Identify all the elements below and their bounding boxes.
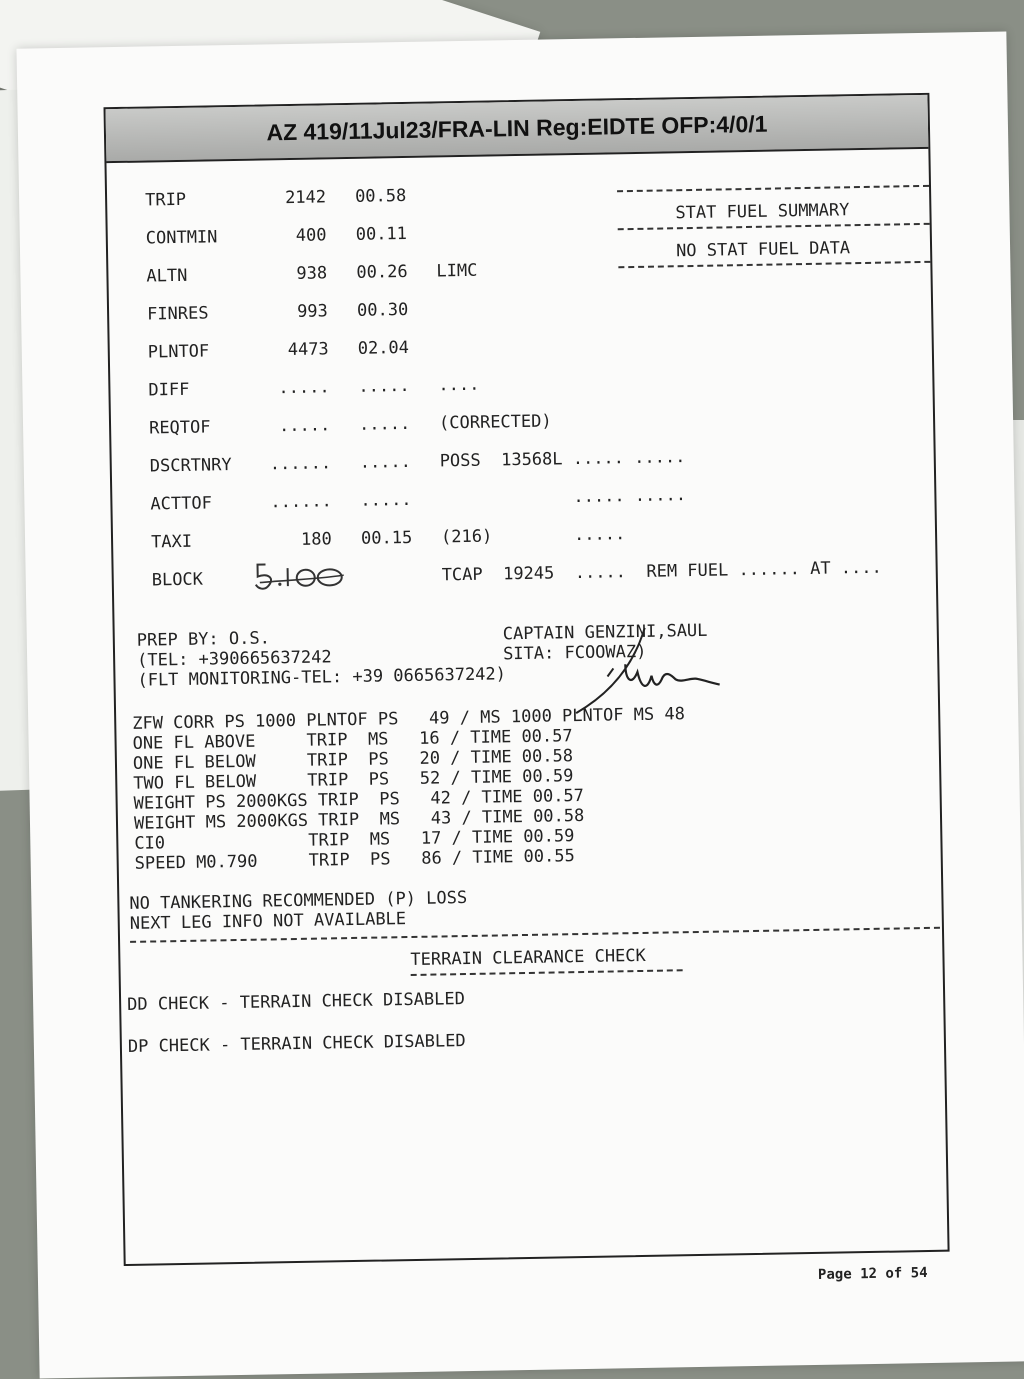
fuel-time: ..... (358, 375, 410, 397)
handwritten-block-fuel (253, 555, 374, 597)
terrain-title: TERRAIN CLEARANCE CHECK (410, 945, 646, 971)
fuel-time: ..... (359, 451, 412, 473)
flight-header-title: AZ 419/11Jul23/FRA-LIN Reg:EIDTE OFP:4/0/1 (266, 110, 768, 145)
fuel-amount: 180 (300, 529, 332, 550)
fuel-time: ..... (358, 413, 411, 435)
fuel-time: 00.26 (356, 261, 408, 283)
fuel-amount: ...... (269, 453, 332, 475)
tankering-line: NEXT LEG INFO NOT AVAILABLE (129, 909, 407, 934)
flight-header (106, 95, 929, 163)
monitoring-tel: (FLT MONITORING-TEL: +39 0665637242) (137, 664, 507, 691)
stat-fuel-title: STAT FUEL SUMMARY (675, 200, 850, 224)
fuel-label: ALTN (146, 265, 188, 287)
fuel-amount: ..... (278, 377, 330, 399)
correction-line: ONE FL BELOW TRIP PS 20 / TIME 00.58 (132, 746, 574, 774)
page-frame (104, 93, 950, 1266)
divider (618, 261, 930, 268)
fuel-label: FINRES (146, 303, 209, 325)
flight-plan-page (16, 31, 1024, 1378)
fuel-amount: 993 (296, 301, 328, 322)
tankering-line: NO TANKERING RECOMMENDED (P) LOSS (129, 888, 468, 914)
fuel-label: ACTTOF (150, 493, 213, 515)
stat-fuel-text: NO STAT FUEL DATA (675, 238, 851, 262)
dd-check: DD CHECK - TERRAIN CHECK DISABLED (127, 989, 466, 1015)
fuel-extra: ..... ..... (440, 485, 687, 510)
correction-line: TWO FL BELOW TRIP PS 52 / TIME 00.59 (133, 766, 574, 794)
correction-line: ONE FL ABOVE TRIP MS 16 / TIME 00.57 (132, 726, 573, 754)
dp-check: DP CHECK - TERRAIN CHECK DISABLED (127, 1031, 466, 1057)
fuel-time: 00.15 (360, 527, 413, 549)
prep-tel: (TEL: +390665637242 (136, 647, 332, 671)
fuel-extra: (216) ..... (440, 524, 626, 548)
fuel-label: TRIP (144, 189, 187, 211)
fuel-amount: 938 (296, 263, 328, 284)
fuel-time: ..... (360, 489, 412, 511)
sita-code: SITA: FCOOWAZ) (502, 641, 647, 665)
captain-name: CAPTAIN GENZINI,SAUL (502, 620, 708, 645)
fuel-label: DSCRTNRY (149, 455, 232, 477)
divider (411, 969, 683, 976)
divider (617, 185, 929, 192)
divider (618, 223, 930, 230)
fuel-amount: 2142 (284, 187, 327, 209)
fuel-label: DIFF (148, 379, 190, 401)
fuel-label: REQTOF (148, 417, 211, 439)
correction-line: SPEED M0.790 TRIP PS 86 / TIME 00.55 (134, 846, 575, 874)
correction-line: WEIGHT MS 2000KGS TRIP MS 43 / TIME 00.58 (133, 805, 585, 834)
fuel-label: CONTMIN (145, 227, 218, 249)
fuel-extra: (CORRECTED) (438, 411, 552, 434)
fuel-label: PLNTOF (147, 341, 210, 363)
fuel-time: 02.04 (357, 337, 410, 359)
page-number: Page 12 of 54 (817, 1265, 928, 1283)
fuel-amount: ..... (278, 415, 331, 437)
fuel-label: TAXI (150, 531, 193, 553)
fuel-extra: LIMC (436, 260, 478, 282)
prep-by: PREP BY: O.S. (136, 628, 271, 651)
fuel-extra: POSS 13568L ..... ..... (439, 447, 686, 472)
fuel-label: BLOCK (151, 569, 204, 591)
fuel-amount: 4473 (287, 339, 329, 361)
correction-line: ZFW CORR PS 1000 PLNTOF PS 49 / MS 1000 PLNTOF MS 48 (132, 704, 686, 734)
fuel-time: 00.30 (356, 299, 409, 321)
fuel-time: 00.58 (354, 185, 407, 207)
fuel-time: 00.11 (355, 223, 408, 245)
correction-line: CI0 TRIP MS 17 / TIME 00.59 (134, 826, 575, 854)
fuel-amount: 400 (295, 225, 327, 246)
correction-line: WEIGHT PS 2000KGS TRIP PS 42 / TIME 00.57 (133, 785, 585, 814)
fuel-extra: TCAP 19245 ..... REM FUEL ...... AT .... (441, 557, 882, 586)
fuel-amount: ...... (270, 491, 333, 513)
fuel-extra: .... (438, 374, 480, 396)
